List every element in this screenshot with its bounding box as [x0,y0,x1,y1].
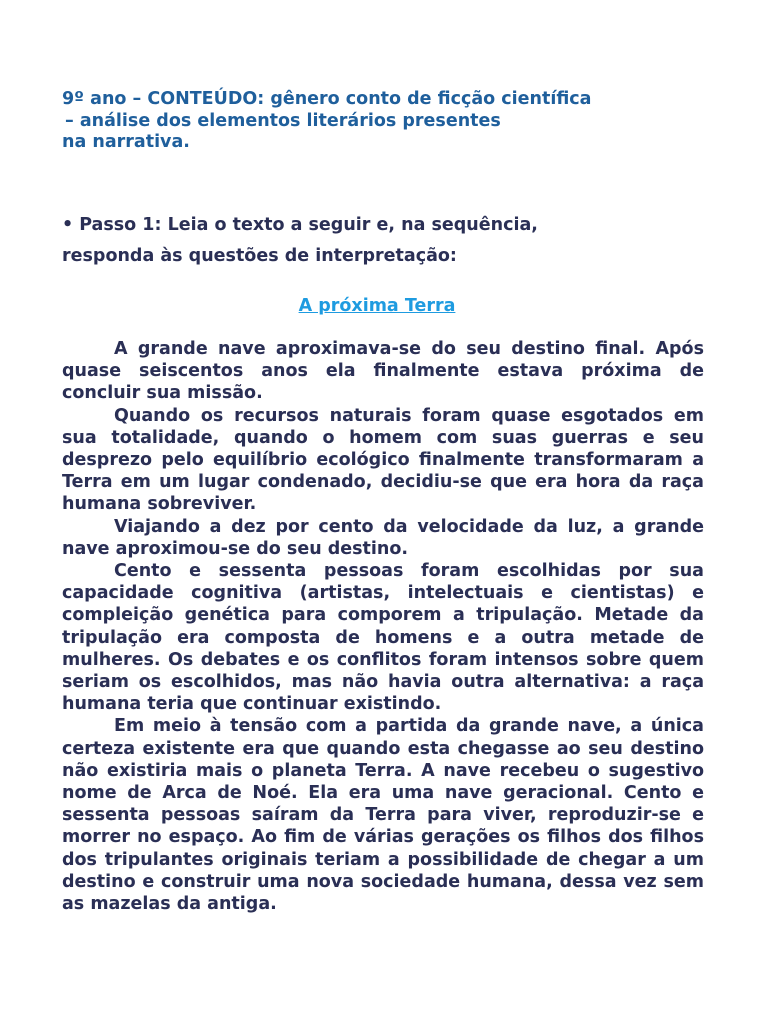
step-instruction [62,213,722,268]
story-paragraph-5: Em meio à tensão com a partida da grande nave, a única certeza existente era que quando esta chegasse ao seu destino não existiria mais o planeta Terra. A nave recebeu o sugestivo nome de Arca de Noé. Ela era uma nave geracional. Cento e sessenta pessoas saíram da Terra para viver, reproduzir-se e morrer no espaço. Ao fim de várias gerações os filhos dos filhos dos tripulantes originais teriam a possibilidade de chegar a um destino e construir uma nova sociedade humana, dessa vez sem as mazelas da antiga. [62,716,704,915]
step-line-2: responda às questões de interpretação: [62,246,457,266]
story-paragraph-3: Viajando a dez por cento da velocidade da luz, a grande nave aproximou-se do seu destino. [62,516,704,559]
story-paragraph-2: Quando os recursos naturais foram quase esgotados em sua totalidade, quando o homem com suas guerras e seu desprezo pelo equilíbrio ecológico finalmente transformaram a Terra em um lugar condenado, decidiu-se que era hora da raça humana sobreviver. [62,405,704,515]
header-line-1: 9º ano – CONTEÚDO: gênero conto de ficção científica [62,89,592,109]
step-text-1: Passo 1: Leia o texto a seguir e, na sequência, [79,215,538,235]
header-line-2: – análise dos elementos literários presentes [65,110,501,131]
story-paragraph-4: Cento e sessenta pessoas foram escolhidas por sua capacidade cognitiva (artistas, intelectuais e cientistas) e compleição genética para comporem a tripulação. Metade da tripulação era composta de homens e a outra metade de mulheres. Os debates e os conflitos foram intensos sobre quem seriam os escolhidos, mas não havia outra alternativa: a raça humana teria que continuar existindo. [62,561,704,715]
story-body [62,338,704,915]
story-title [0,294,768,318]
story-title-text: A próxima Terra [298,296,456,316]
header-line-3: na narrativa. [62,132,190,152]
step-line-1 [62,213,722,237]
story-paragraph-1: A grande nave aproximava-se do seu destino final. Após quase seiscentos anos ela finalmente estava próxima de concluir sua missão. [62,339,704,404]
bullet-icon: • [62,215,74,235]
lesson-header [62,89,722,154]
